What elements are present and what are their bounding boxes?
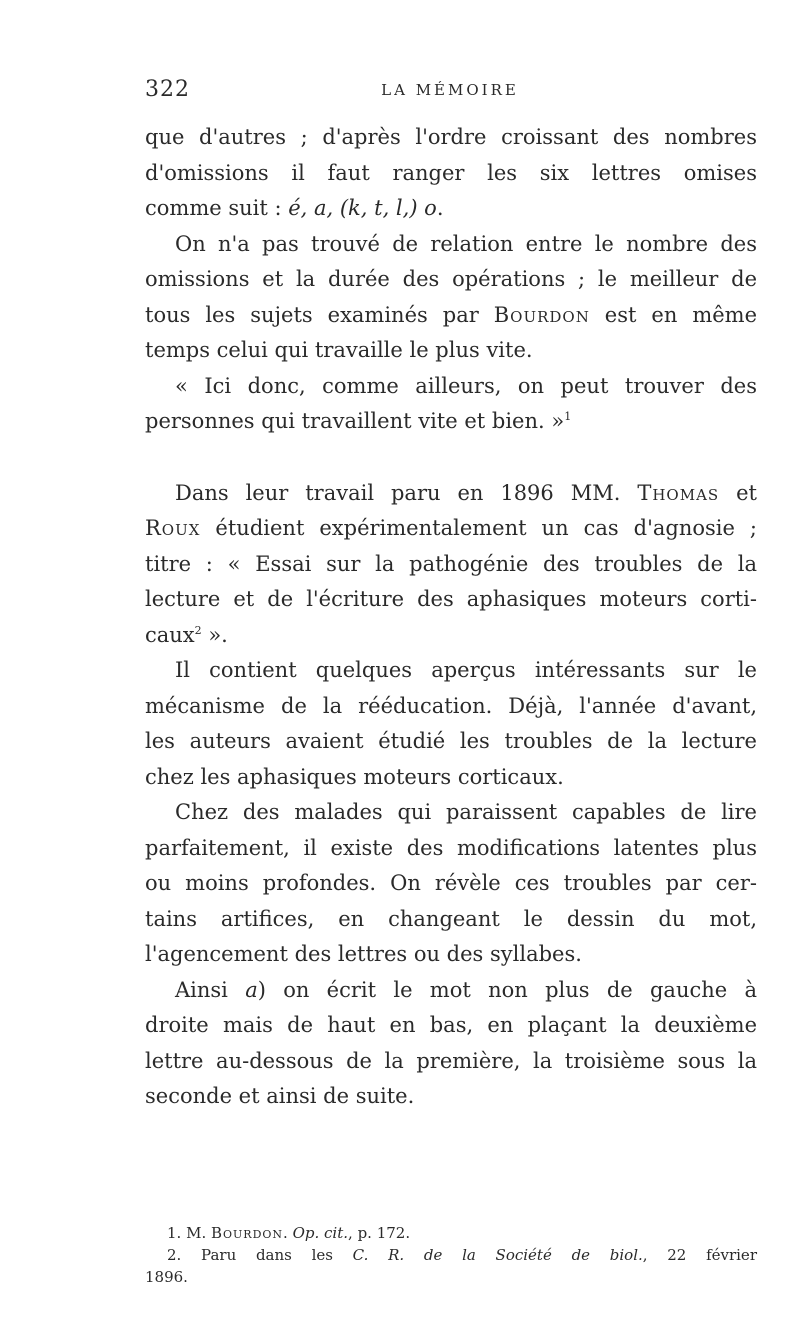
footnote-ref: 2 bbox=[194, 623, 202, 637]
running-title: LA MÉMOIRE bbox=[381, 81, 519, 99]
text-line: temps celui qui travaille le plus vite. bbox=[145, 338, 533, 362]
text-line: omissions et la durée des opérations ; le meilleur de bbox=[145, 267, 757, 291]
paragraph-gap bbox=[145, 440, 757, 476]
letter-sequence: é, a, (k, t, l,) o bbox=[288, 196, 437, 220]
text-line: Dans leur travail paru en 1896 MM. Thomas et bbox=[175, 480, 757, 505]
text-line: mécanisme de la rééducation. Déjà, l'année d'avant, bbox=[145, 693, 757, 718]
text-line: lecture et de l'écriture des aphasiques moteurs corti- bbox=[145, 587, 757, 611]
text-line: l'agencement des lettres ou des syllabes. bbox=[145, 942, 582, 966]
text-line: ou moins profondes. On révèle ces troubles par cer- bbox=[145, 871, 757, 895]
paragraph-1 bbox=[145, 120, 757, 227]
text-line: « Ici donc, comme ailleurs, on peut trouver des bbox=[175, 373, 757, 398]
footnote-1: 1. M. Bourdon. Op. cit., p. 172. bbox=[167, 1224, 411, 1242]
text-line: tains artifices, en changeant le dessin du mot, bbox=[145, 906, 757, 931]
text-line: comme suit : é, a, (k, t, l,) o. bbox=[145, 196, 444, 220]
text-line: caux$^2$ ». bbox=[145, 622, 228, 647]
footnote-ref: 1 bbox=[564, 410, 572, 423]
paragraph-2 bbox=[145, 227, 757, 369]
text-line: d'omissions il faut ranger les six lettres omises bbox=[145, 160, 757, 185]
text-line: Ainsi a) on écrit le mot non plus de gauche à bbox=[175, 977, 757, 1002]
paragraph-3 bbox=[145, 369, 757, 440]
text-line: Roux étudient expérimentalement un cas d'agnosie ; bbox=[145, 516, 757, 540]
text-line: lettre au-dessous de la première, la troisième sous la bbox=[145, 1048, 757, 1073]
text-line: droite mais de haut en bas, en plaçant la deuxième bbox=[145, 1013, 757, 1037]
text-line: personnes qui travaillent vite et bien. »$^1$ bbox=[145, 409, 572, 433]
text-line: On n'a pas trouvé de relation entre le nombre des bbox=[175, 231, 757, 256]
list-marker: a bbox=[245, 977, 258, 1002]
paragraph-5 bbox=[145, 653, 757, 795]
text-line: que d'autres ; d'après l'ordre croissant des nombres bbox=[145, 125, 757, 149]
body-text bbox=[145, 120, 757, 1115]
text-line: Il contient quelques aperçus intéressants sur le bbox=[175, 658, 757, 682]
text-line: parfaitement, il existe des modifications latentes plus bbox=[145, 835, 757, 860]
author-name: Bourdon bbox=[210, 1224, 284, 1242]
footnotes bbox=[145, 1222, 757, 1288]
author-name: Roux bbox=[145, 516, 201, 540]
text-line: les auteurs avaient étudié les troubles de la lecture bbox=[145, 729, 757, 753]
text-line: titre : « Essai sur la pathogénie des troubles de la bbox=[145, 551, 757, 576]
page-number: 322 bbox=[145, 77, 190, 102]
text-line: Chez des malades qui paraissent capables de lire bbox=[175, 800, 757, 824]
footnote-2: 2. Paru dans les C. R. de la Société de biol., 22 février bbox=[167, 1246, 757, 1264]
author-name: Thomas bbox=[637, 480, 720, 505]
paragraph-7 bbox=[145, 973, 757, 1115]
paragraph-4 bbox=[145, 476, 757, 654]
paragraph-6 bbox=[145, 795, 757, 973]
text-line: chez les aphasiques moteurs corticaux. bbox=[145, 764, 564, 789]
author-name: Bourdon bbox=[493, 302, 590, 327]
text-line: seconde et ainsi de suite. bbox=[145, 1084, 415, 1108]
text-line: tous les sujets examinés par Bourdon est en même bbox=[145, 302, 757, 327]
running-head bbox=[145, 77, 755, 107]
footnote-2-continued: 1896. bbox=[145, 1268, 188, 1286]
